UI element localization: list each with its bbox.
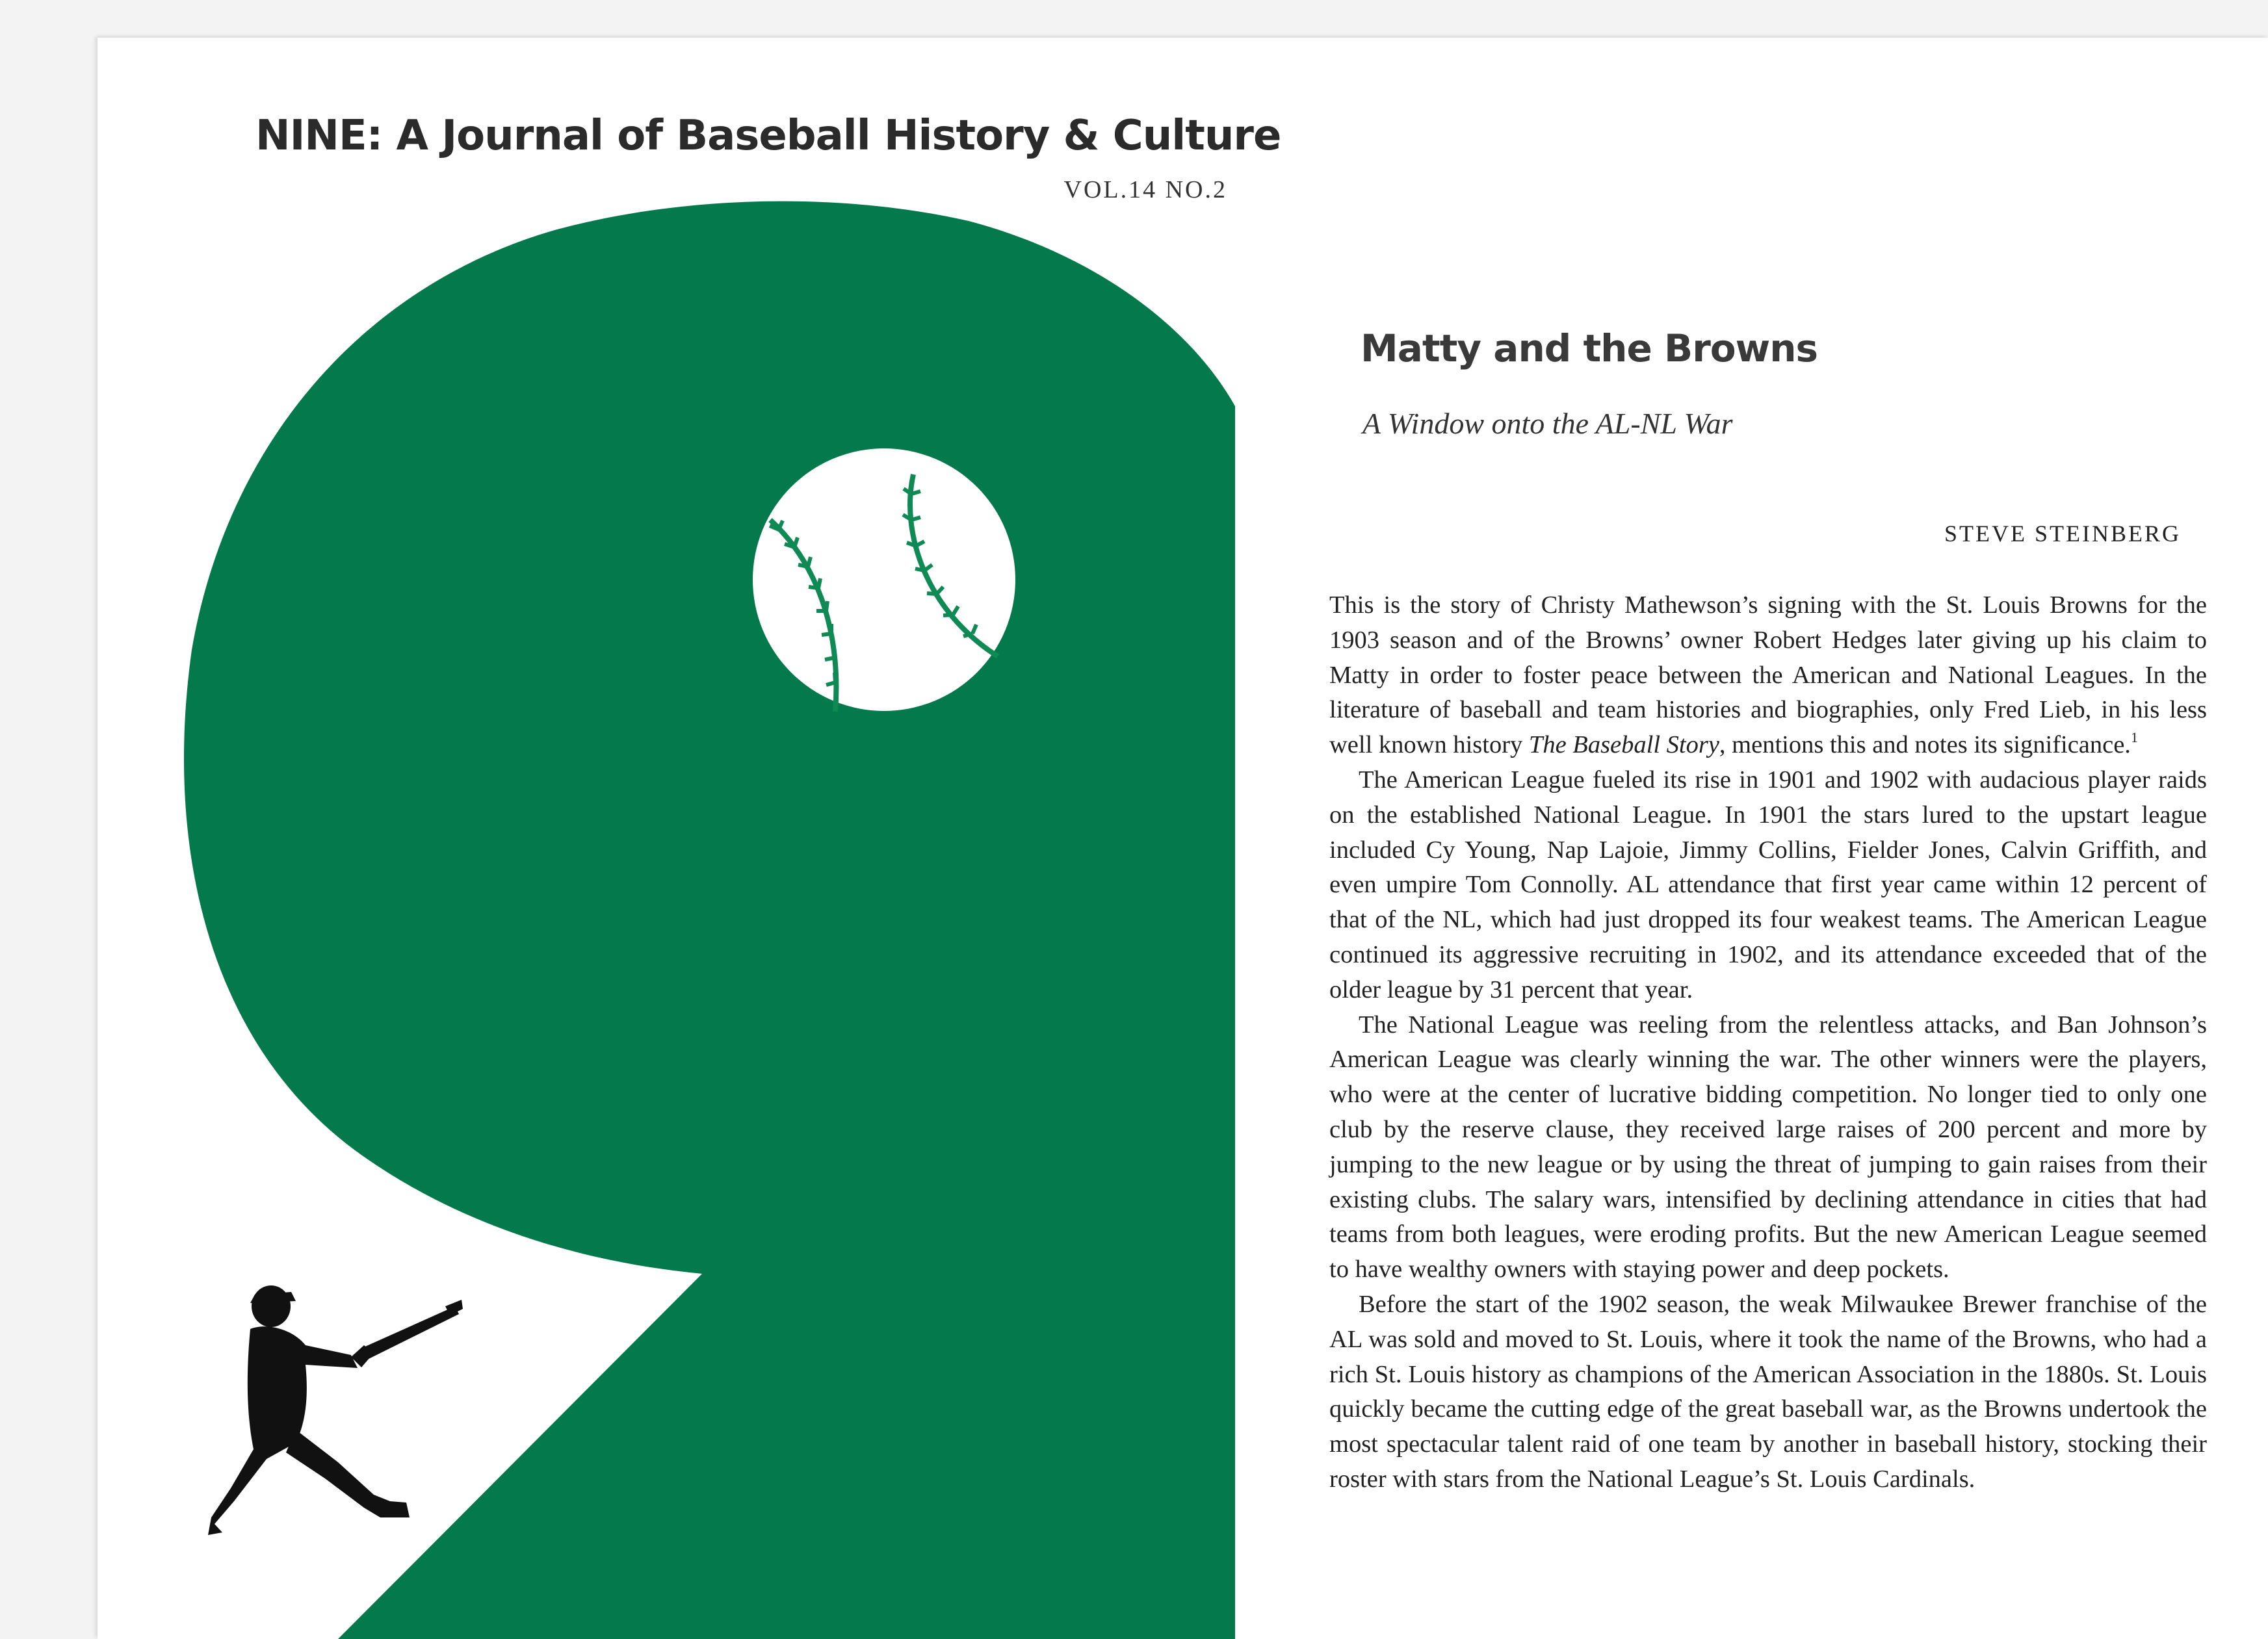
paragraph-text: , mentions this and notes its significance. <box>1719 731 2131 759</box>
paragraph: Before the start of the 1902 season, the weak Milwaukee Brewer franchise of the AL was sold and moved to St. Louis, where it took the name of the Browns, who had a rich St. Louis history as champions of the American Association in the 1880s. St. Louis quickly became the cutting edge of the great baseball war, as the Browns undertook the most spectacular talent raid of one team by another in baseball history, stocking their roster with stars from the National League’s St. Louis Cardinals. <box>1329 1290 2207 1493</box>
volume-number: VOL.14 NO.2 <box>1063 176 1227 203</box>
paragraph: The American League fueled its rise in 1901 and 1902 with audacious player raids on the established National League. In 1901 the stars lured to the upstart league included Cy Young, Nap Lajoie, Jimmy Collins, Fielder Jones, Calvin Griffith, and even umpire Tom Connolly. AL attendance that first year came within 12 percent of that of the NL, which had just dropped its four weakest teams. The American League continued its aggressive recruiting in 1902, and its attendance exceeded that of the older league by 31 percent that year. <box>1329 766 2207 1003</box>
baseball-icon <box>753 448 1015 712</box>
paragraph: The National League was reeling from the relentless attacks, and Ban Johnson’s American League was clearly winning the war. The other winners were the players, who were at the center of lucrative bidding competition. No longer tied to only one club by the reserve clause, they received large raises of 200 percent and more by jumping to the new league or by using the threat of jumping to gain raises from their existing clubs. The salary wars, intensified by declining attendance in cities that had teams from both leagues, were eroding profits. But the new American League seemed to have wealthy owners with staying power and deep pockets. <box>1329 1011 2207 1284</box>
article-body <box>1329 588 2207 1497</box>
article-subtitle: A Window onto the AL-NL War <box>1362 407 1733 440</box>
paragraph-text: This is the story of Christy Mathewson’s signing with the St. Louis Browns for the 1903 season and of the Browns’ owner Robert Hedges later giving up his claim to Matty in order to foster peace between the American and National Leagues. In the literature of baseball and team histories and biographies, only Fred Lieb, in his less well known history <box>1329 591 2207 759</box>
footnote-marker[interactable]: 1 <box>2130 729 2138 746</box>
article-title: Matty and the Browns <box>1361 326 1818 370</box>
journal-title: NINE: A Journal of Baseball History & Culture <box>255 112 1281 160</box>
author-byline: STEVE STEINBERG <box>1944 521 2181 547</box>
batter-silhouette-icon <box>208 1285 463 1535</box>
book-title: The Baseball Story <box>1528 731 1719 759</box>
nine-numeral-shape <box>184 201 1235 1639</box>
paragraph <box>1329 588 2207 763</box>
